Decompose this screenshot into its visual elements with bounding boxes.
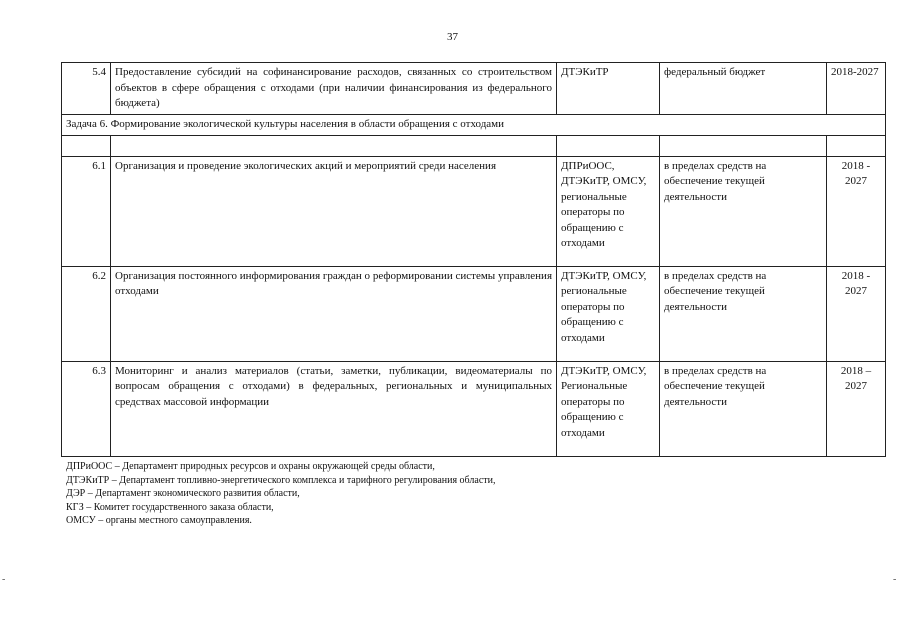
- row-number: 6.3: [62, 361, 111, 456]
- financing-cell: в пределах средств на обеспечение текущей деятельности: [660, 266, 827, 361]
- activity-cell: Предоставление субсидий на софинансирование расходов, связанных со строительством объектов в сфере обращения с отходами (при наличии финансирования из федерального бюджета): [111, 63, 557, 115]
- responsible-cell: ДПРиООС, ДТЭКиТР, ОМСУ, региональные операторы по обращению с отходами: [557, 156, 660, 266]
- page-number: 37: [447, 31, 458, 43]
- financing-cell: федеральный бюджет: [660, 63, 827, 115]
- table-row: [62, 361, 886, 456]
- term-cell: 2018 - 2027: [827, 156, 886, 266]
- term-cell: 2018-2027: [827, 63, 886, 115]
- measures-table: [61, 62, 886, 457]
- abbreviations-notes: [66, 460, 495, 528]
- activity-cell: Мониторинг и анализ материалов (статьи, заметки, публикации, видеоматериалы по вопросам обращения с отходами) в федеральных, региональных и муниципальных средствах массовой информации: [111, 361, 557, 456]
- row-number: 6.1: [62, 156, 111, 266]
- financing-cell: в пределах средств на обеспечение текущей деятельности: [660, 361, 827, 456]
- footnote-line: ДТЭКиТР – Департамент топливно-энергетического комплекса и тарифного регулирования области,: [66, 474, 496, 486]
- spacer-row: [62, 135, 886, 156]
- responsible-cell: ДТЭКиТР: [557, 63, 660, 115]
- term-cell: 2018 - 2027: [827, 266, 886, 361]
- responsible-cell: ДТЭКиТР, ОМСУ, региональные операторы по обращению с отходами: [557, 266, 660, 361]
- task-heading-row: [62, 115, 886, 136]
- term-cell: 2018 – 2027: [827, 361, 886, 456]
- responsible-cell: ДТЭКиТР, ОМСУ, Региональные операторы по обращению с отходами: [557, 361, 660, 456]
- right-edge-mark: -: [893, 574, 897, 585]
- footnote-line: ОМСУ – органы местного самоуправления.: [66, 515, 252, 527]
- row-number: 5.4: [62, 63, 111, 115]
- table-row: [62, 63, 886, 115]
- footnote-line: КГЗ – Комитет государственного заказа области,: [66, 501, 274, 513]
- table-row: [62, 266, 886, 361]
- financing-cell: в пределах средств на обеспечение текущей деятельности: [660, 156, 827, 266]
- task-heading: Задача 6. Формирование экологической культуры населения в области обращения с отходами: [62, 115, 886, 136]
- row-number: 6.2: [62, 266, 111, 361]
- activity-cell: Организация постоянного информирования граждан о реформировании системы управления отходами: [111, 266, 557, 361]
- footnote-line: ДПРиООС – Департамент природных ресурсов и охраны окружающей среды области,: [66, 461, 435, 472]
- activity-cell: Организация и проведение экологических акций и мероприятий среди населения: [111, 156, 557, 266]
- footnote-line: ДЭР – Департамент экономического развития области,: [66, 488, 300, 500]
- table-row: [62, 156, 886, 266]
- left-edge-mark: -: [2, 574, 6, 585]
